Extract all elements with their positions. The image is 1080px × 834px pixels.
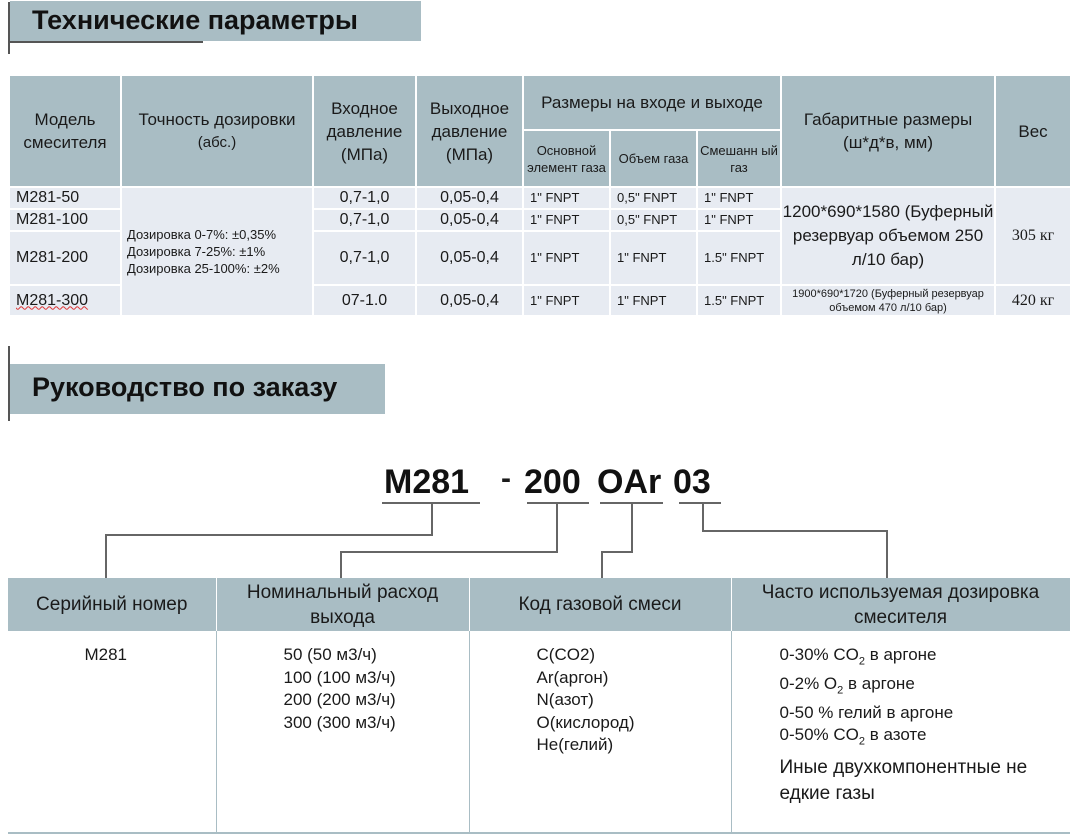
header-sizes-group: Размеры на входе и выходе bbox=[523, 75, 781, 130]
outlet-cell: 0,05-0,4 bbox=[416, 187, 523, 209]
gas-volume-cell: 1" FNPT bbox=[610, 231, 697, 285]
connector-mix bbox=[703, 503, 887, 579]
order-header-serial: Серийный номер bbox=[8, 578, 216, 631]
header-outlet-unit: (МПа) bbox=[445, 144, 494, 164]
section-title-order: Руководство по заказу bbox=[10, 364, 385, 414]
list-item: 200 (200 м3/ч) bbox=[283, 690, 396, 709]
header-gas-volume: Объем газа bbox=[610, 130, 697, 187]
mix-subscript: 2 bbox=[837, 684, 844, 697]
outlet-cell: 0,05-0,4 bbox=[416, 285, 523, 316]
header-mixed-gas: Смешанн ый газ bbox=[697, 130, 781, 187]
model-cell: M281-50 bbox=[9, 187, 121, 209]
inlet-cell: 0,7-1,0 bbox=[313, 187, 416, 209]
header-dimensions-label: Габаритные размеры bbox=[803, 110, 973, 129]
code-series: M281 bbox=[384, 463, 470, 501]
mix-subscript: 2 bbox=[858, 735, 865, 748]
list-item: 50 (50 м3/ч) bbox=[283, 645, 377, 664]
section-title-tech: Технические параметры bbox=[10, 1, 421, 41]
weight-cell: 305 кг bbox=[995, 187, 1071, 285]
dosing-line: Дозировка 7-25%: ±1% bbox=[127, 244, 266, 259]
inlet-cell: 07-1.0 bbox=[313, 285, 416, 316]
mix-text: в аргоне bbox=[865, 645, 937, 664]
main-gas-cell: 1" FNPT bbox=[523, 231, 610, 285]
model-cell: M281-200 bbox=[9, 231, 121, 285]
order-flow-cell bbox=[216, 631, 469, 833]
outlet-cell: 0,05-0,4 bbox=[416, 209, 523, 231]
list-item: 0-50 % гелий в аргоне bbox=[779, 702, 954, 722]
order-serial-cell bbox=[8, 631, 216, 833]
gas-volume-cell: 1" FNPT bbox=[610, 285, 697, 316]
model-cell: M281-100 bbox=[9, 209, 121, 231]
code-dash: - bbox=[501, 462, 511, 495]
gas-volume-cell: 0,5" FNPT bbox=[610, 187, 697, 209]
mix-text: в азоте bbox=[865, 725, 927, 745]
connector-gas bbox=[602, 503, 632, 579]
list-item: 300 (300 м3/ч) bbox=[283, 712, 396, 732]
header-outlet-label: Выходное давление bbox=[429, 98, 510, 141]
main-gas-cell: 1" FNPT bbox=[523, 285, 610, 316]
dimensions-cell: 1200*690*1580 (Буферный резервуар объемом 250 л/10 бар) bbox=[781, 187, 995, 285]
main-gas-cell: 1" FNPT bbox=[523, 209, 610, 231]
list-item: O(кислород) bbox=[536, 712, 635, 732]
code-gas: OAr bbox=[597, 463, 662, 501]
order-gas-code-cell bbox=[469, 631, 731, 833]
weight-cell-large: 420 кг bbox=[995, 285, 1071, 316]
dosing-line: Дозировка 0-7%: ±0,35% bbox=[127, 227, 277, 242]
inlet-cell: 0,7-1,0 bbox=[313, 231, 416, 285]
connector-flow bbox=[341, 503, 557, 579]
order-header-mix: Часто используемая дозировка смесителя bbox=[731, 578, 1070, 631]
serial-value: M281 bbox=[84, 645, 128, 664]
mixed-gas-cell: 1.5" FNPT bbox=[697, 231, 781, 285]
mix-text: 0-50% CO bbox=[779, 725, 859, 745]
list-item: N(азот) bbox=[536, 690, 594, 709]
outlet-cell: 0,05-0,4 bbox=[416, 231, 523, 285]
mix-text: 0-30% CO bbox=[779, 645, 859, 664]
model-text: M281-300 bbox=[16, 291, 89, 309]
order-header-gas-code: Код газовой смеси bbox=[469, 578, 731, 631]
header-weight: Вес bbox=[995, 75, 1071, 187]
list-item bbox=[780, 724, 1063, 753]
dimensions-cell-large: 1900*690*1720 (Буферный резервуар объемом 470 л/10 бар) bbox=[781, 285, 995, 316]
header-accuracy-sub: (абс.) bbox=[197, 134, 237, 151]
order-header-flow: Номинальный расход выхода bbox=[216, 578, 469, 631]
mix-text: в аргоне bbox=[843, 673, 915, 693]
main-gas-cell: 1" FNPT bbox=[523, 187, 610, 209]
dosing-line: Дозировка 25-100%: ±2% bbox=[127, 261, 280, 276]
list-item: Иные двухкомпонентные не едкие газы bbox=[779, 757, 1028, 805]
connector-series bbox=[106, 503, 432, 579]
list-item: He(гелий) bbox=[536, 735, 614, 754]
list-item: Ar(аргон) bbox=[536, 667, 609, 687]
list-item: 100 (100 м3/ч) bbox=[283, 667, 396, 687]
mixed-gas-cell: 1.5" FNPT bbox=[697, 285, 781, 316]
header-inlet-label: Входное давление bbox=[326, 98, 403, 141]
header-inlet-unit: (МПа) bbox=[340, 144, 389, 164]
gas-volume-cell: 0,5" FNPT bbox=[610, 209, 697, 231]
mix-text: 0-2% O bbox=[779, 673, 838, 693]
header-model: Модель смесителя bbox=[9, 75, 121, 187]
mixed-gas-cell: 1" FNPT bbox=[697, 187, 781, 209]
order-guide-table bbox=[8, 578, 1071, 834]
order-mix-cell bbox=[731, 631, 1070, 833]
mix-subscript: 2 bbox=[858, 655, 865, 668]
code-mix: 03 bbox=[673, 463, 711, 501]
list-item bbox=[780, 673, 1063, 702]
code-flow: 200 bbox=[524, 463, 581, 501]
list-item bbox=[780, 644, 1063, 673]
inlet-cell: 0,7-1,0 bbox=[313, 209, 416, 231]
header-main-gas: Основной элемент газа bbox=[523, 130, 610, 187]
list-item: C(CO2) bbox=[536, 645, 596, 664]
header-accuracy-label: Точность дозировки bbox=[138, 110, 296, 129]
header-dimensions-unit: (ш*д*в, мм) bbox=[843, 133, 934, 152]
mixed-gas-cell: 1" FNPT bbox=[697, 209, 781, 231]
